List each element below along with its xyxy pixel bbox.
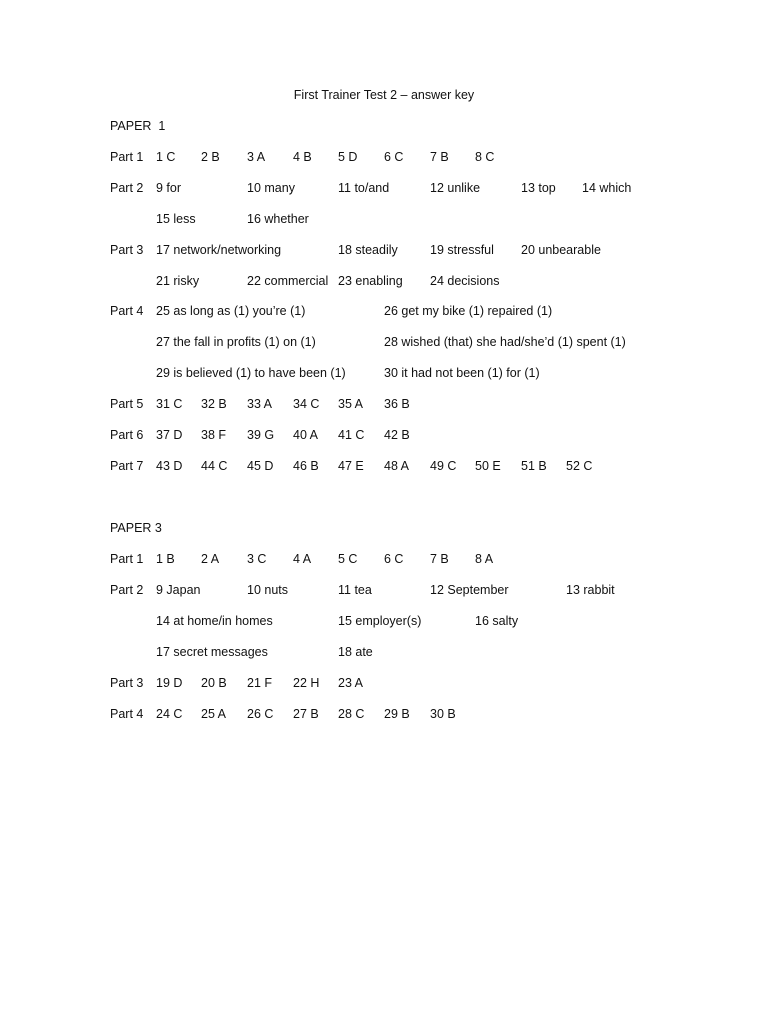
answer: 7 B xyxy=(430,552,449,566)
part-label: Part 4 xyxy=(110,304,144,318)
answer: 28 C xyxy=(338,707,365,721)
answer: 44 C xyxy=(201,459,228,473)
answer: 30 B xyxy=(430,707,456,721)
answer: 11 to/and xyxy=(338,181,390,195)
answer: 22 commercial xyxy=(247,274,329,288)
part-label: Part 4 xyxy=(110,707,144,721)
paper3-part1-row xyxy=(0,550,768,568)
answer: 51 B xyxy=(521,459,547,473)
answer: 1 B xyxy=(156,552,175,566)
paper1-part5-row xyxy=(0,395,768,413)
answer: 23 A xyxy=(338,676,364,690)
answer: 20 B xyxy=(201,676,227,690)
answer: 26 C xyxy=(247,707,274,721)
answer: 3 C xyxy=(247,552,267,566)
answer: 17 secret messages xyxy=(156,645,268,659)
answer: 25 A xyxy=(201,707,227,721)
answer: 9 for xyxy=(156,181,182,195)
paper1-part3-row-2 xyxy=(0,272,768,290)
answer: 15 employer(s) xyxy=(338,614,422,628)
answer: 48 A xyxy=(384,459,410,473)
paper1-part4-row-2 xyxy=(0,333,768,351)
answer: 28 wished (that) she had/she’d (1) spent (1) xyxy=(384,335,626,349)
answer: 4 B xyxy=(293,150,312,164)
paper1-part3-row xyxy=(0,241,768,259)
paper-1-heading: PAPER 1 xyxy=(110,119,166,133)
answer: 50 E xyxy=(475,459,501,473)
answer: 18 steadily xyxy=(338,243,398,257)
part-label: Part 7 xyxy=(110,459,144,473)
answer: 10 nuts xyxy=(247,583,289,597)
answer: 5 D xyxy=(338,150,358,164)
paper1-part2-row xyxy=(0,179,768,197)
answer: 26 get my bike (1) repaired (1) xyxy=(384,304,553,318)
answer: 20 unbearable xyxy=(521,243,601,257)
answer: 25 as long as (1) you’re (1) xyxy=(156,304,306,318)
answer: 23 enabling xyxy=(338,274,403,288)
answer: 14 which xyxy=(582,181,632,195)
answer: 12 September xyxy=(430,583,509,597)
answer: 43 D xyxy=(156,459,183,473)
part-label: Part 1 xyxy=(110,552,144,566)
answer: 4 A xyxy=(293,552,312,566)
answer: 46 B xyxy=(293,459,319,473)
answer: 8 A xyxy=(475,552,494,566)
answer: 6 C xyxy=(384,552,404,566)
answer: 13 rabbit xyxy=(566,583,615,597)
answer: 1 C xyxy=(156,150,176,164)
answer: 39 G xyxy=(247,428,275,442)
answer: 27 the fall in profits (1) on (1) xyxy=(156,335,316,349)
answer: 37 D xyxy=(156,428,183,442)
part-label: Part 3 xyxy=(110,676,144,690)
part-label: Part 2 xyxy=(110,181,144,195)
answer: 8 C xyxy=(475,150,495,164)
answer: 38 F xyxy=(201,428,227,442)
answer: 24 C xyxy=(156,707,183,721)
answer: 34 C xyxy=(293,397,320,411)
answer: 2 A xyxy=(201,552,220,566)
answer: 14 at home/in homes xyxy=(156,614,273,628)
answer: 49 C xyxy=(430,459,457,473)
answer: 15 less xyxy=(156,212,196,226)
document-title: First Trainer Test 2 – answer key xyxy=(293,88,475,102)
part-label: Part 3 xyxy=(110,243,144,257)
paper1-part2-row-2 xyxy=(0,210,768,228)
paper1-part7-row xyxy=(0,457,768,475)
answer: 31 C xyxy=(156,397,183,411)
answer: 7 B xyxy=(430,150,449,164)
answer: 30 it had not been (1) for (1) xyxy=(384,366,540,380)
answer: 17 network/networking xyxy=(156,243,282,257)
answer: 5 C xyxy=(338,552,358,566)
answer: 35 A xyxy=(338,397,364,411)
answer: 41 C xyxy=(338,428,365,442)
answer: 11 tea xyxy=(338,583,372,597)
paper3-part2-row-2 xyxy=(0,612,768,630)
answer: 16 salty xyxy=(475,614,519,628)
answer: 3 A xyxy=(247,150,266,164)
answer: 52 C xyxy=(566,459,593,473)
answer: 6 C xyxy=(384,150,404,164)
answer: 2 B xyxy=(201,150,220,164)
answer: 24 decisions xyxy=(430,274,500,288)
paper1-part4-row xyxy=(0,302,768,320)
answer: 27 B xyxy=(293,707,319,721)
answer: 19 stressful xyxy=(430,243,494,257)
answer: 19 D xyxy=(156,676,183,690)
answer: 40 A xyxy=(293,428,319,442)
paper3-part3-row xyxy=(0,674,768,692)
answer: 18 ate xyxy=(338,645,373,659)
paper3-part2-row-3 xyxy=(0,643,768,661)
answer: 32 B xyxy=(201,397,227,411)
answer: 21 F xyxy=(247,676,273,690)
paper1-part1-row xyxy=(0,148,768,166)
answer: 29 B xyxy=(384,707,410,721)
part-label: Part 6 xyxy=(110,428,144,442)
answer: 29 is believed (1) to have been (1) xyxy=(156,366,346,380)
paper1-part6-row xyxy=(0,426,768,444)
answer: 16 whether xyxy=(247,212,309,226)
answer: 13 top xyxy=(521,181,556,195)
answer: 33 A xyxy=(247,397,273,411)
paper3-part4-row xyxy=(0,705,768,723)
answer: 12 unlike xyxy=(430,181,481,195)
answer: 47 E xyxy=(338,459,364,473)
answer: 21 risky xyxy=(156,274,200,288)
answer: 45 D xyxy=(247,459,274,473)
paper3-part2-row xyxy=(0,581,768,599)
part-label: Part 1 xyxy=(110,150,144,164)
answer: 36 B xyxy=(384,397,410,411)
part-label: Part 5 xyxy=(110,397,144,411)
answer: 22 H xyxy=(293,676,320,690)
answer: 9 Japan xyxy=(156,583,201,597)
paper1-part4-row-3 xyxy=(0,364,768,382)
answer: 42 B xyxy=(384,428,410,442)
answer: 10 many xyxy=(247,181,295,195)
part-label: Part 2 xyxy=(110,583,144,597)
paper-3-heading: PAPER 3 xyxy=(110,521,162,535)
